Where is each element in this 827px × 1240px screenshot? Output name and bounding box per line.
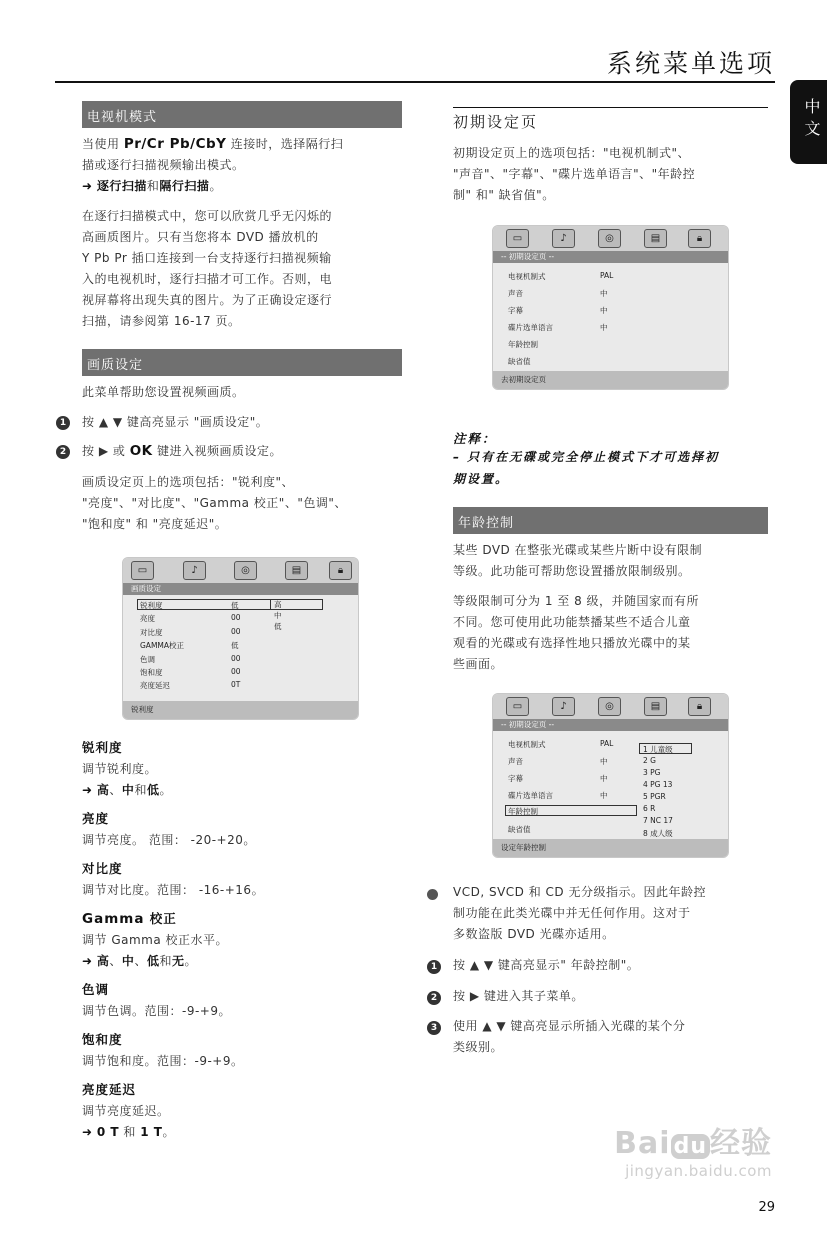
dolby-icon: ◎ (598, 229, 621, 248)
menu-row-label: 年龄控制 (508, 807, 538, 816)
audio-icon: ♪ (552, 229, 575, 248)
menu-row-label: 亮度 (140, 614, 155, 623)
menu-row-label: 电视机制式 (508, 272, 546, 281)
item-heading: 饱和度 (82, 1032, 123, 1047)
screen-title: -- 初期设定页 -- (493, 251, 728, 263)
menu-row-label: 饱和度 (140, 668, 163, 677)
tv-icon: ▭ (506, 229, 529, 248)
rating-level: 7 NC 17 (643, 816, 673, 825)
submenu-option: 高 (274, 600, 282, 609)
menu-row-label: 缺省值 (508, 825, 531, 834)
section-rule (453, 107, 768, 108)
picture-step-2: 按 ▶ 或 OK 键进入视频画质设定。 (82, 443, 282, 459)
picture-description: 画质设定页上的选项包括："锐利度"、 "亮度"、"对比度"、"Gamma 校正"、"色调"、 "饱和度" 和 "亮度延迟"。 (82, 475, 347, 531)
step-3-icon: 3 (427, 1021, 441, 1035)
lock-icon: 🔒︎ (688, 229, 711, 248)
step-1-icon: 1 (56, 416, 70, 430)
rating-level: 8 成人级 (643, 829, 673, 838)
menu-row-value: 中 (600, 306, 608, 315)
dolby-icon: ◎ (234, 561, 257, 580)
rating-level: 4 PG 13 (643, 780, 673, 789)
menu-row-label: 缺省值 (508, 357, 531, 366)
lock-icon: 🔒︎ (688, 697, 711, 716)
menu-row-value: 中 (600, 323, 608, 332)
menu-row-value: 中 (600, 289, 608, 298)
rating-level: 5 PGR (643, 792, 666, 801)
item-desc: 调节 Gamma 校正水平。 (82, 933, 229, 947)
menu-row-label: GAMMA校正 (140, 641, 185, 650)
parental-bullet-text: VCD, SVCD 和 CD 无分级指示。因此年龄控 制功能在此类光碟中并无任何作用。这对于 多数盗版 DVD 光碟亦适用。 (453, 885, 706, 941)
audio-icon: ♪ (552, 697, 575, 716)
note-text: – 只有在无碟或完全停止模式下才可选择初 期设置。 (453, 450, 720, 486)
screen-icon-bar (493, 226, 728, 251)
section-heading-tv-mode: 电视机模式 (82, 101, 402, 128)
rating-level: 3 PG (643, 768, 661, 777)
item-desc: 调节锐利度。 (82, 762, 158, 776)
audio-icon: ♪ (183, 561, 206, 580)
submenu-option: 低 (274, 622, 282, 631)
rating-level: 6 R (643, 804, 656, 813)
menu-row-label: 碟片选单语言 (508, 323, 553, 332)
menu-row-label: 碟片选单语言 (508, 791, 553, 800)
watermark-url: jingyan.baidu.com (625, 1162, 772, 1180)
screen-icon-bar (493, 694, 728, 719)
menu-row-value: 低 (231, 641, 239, 650)
arrow-icon: ➜ (82, 179, 93, 193)
page-number: 29 (758, 1200, 775, 1215)
tv-icon: ▭ (131, 561, 154, 580)
picture-items (82, 738, 412, 1143)
video-icon: ▤ (285, 561, 308, 580)
video-icon: ▤ (644, 229, 667, 248)
item-desc: 调节对比度。范围： -16-+16。 (82, 883, 265, 897)
screen-title: -- 初期设定页 -- (493, 719, 728, 731)
item-options: ➜ 高、中、低和无。 (82, 954, 198, 968)
menu-row-value: 中 (600, 774, 608, 783)
note-heading: 注释： (453, 431, 497, 446)
item-options: ➜ 高、中和低。 (82, 783, 172, 797)
menu-row-value: PAL (600, 271, 614, 280)
rating-level: 2 G (643, 756, 656, 765)
menu-row-label: 对比度 (140, 628, 163, 637)
screen-icon-bar (123, 558, 358, 583)
tv-mode-paragraph-2: 在逐行扫描模式中，您可以欣赏几乎无闪烁的 高画质图片。只有当您将本 DVD 播放机的 Y Pb Pr 插口连接到一台支持逐行扫描视频输 入的电视机时，逐行扫描才可工作。否则，电 视屏幕将出现失真的图片。为了正确设定逐行 扫描，请参阅第 16-17 页。 (82, 209, 333, 328)
parental-control-screen (492, 693, 729, 858)
dolby-icon: ◎ (598, 697, 621, 716)
item-heading: 锐利度 (82, 740, 123, 755)
screen-footer: 锐利度 (123, 701, 358, 719)
menu-row-value: PAL (600, 739, 614, 748)
picture-step-1: 按 ▲ ▼ 键高亮显示 "画质设定"。 (82, 415, 269, 429)
menu-row-value: 00 (231, 654, 241, 663)
rating-level: 1 儿童级 (643, 745, 673, 754)
tv-mode-paragraph-1: 当使用 Pr/Cr Pb/CbY 连接时，选择隔行扫 描或逐行扫描视频输出模式。 ➜ 逐行扫描和隔行扫描。 (82, 134, 402, 197)
page-title: 系统菜单选项 (606, 49, 775, 78)
menu-row-label: 年龄控制 (508, 340, 538, 349)
screen-footer: 去初期设定页 (493, 371, 728, 389)
step-2-icon: 2 (427, 991, 441, 1005)
menu-row-value: 中 (600, 757, 608, 766)
item-heading: 亮度 (82, 811, 110, 826)
parental-step-1: 按 ▲ ▼ 键高亮显示" 年龄控制"。 (453, 958, 640, 972)
tv-icon: ▭ (506, 697, 529, 716)
menu-row-label: 色调 (140, 655, 155, 664)
parental-paragraph-1: 某些 DVD 在整张光碟或某些片断中设有限制 等级。此功能可帮助您设置播放限制级别。 (453, 543, 703, 578)
item-desc: 调节亮度延迟。 (82, 1104, 170, 1118)
menu-row-label: 声音 (508, 289, 523, 298)
baidu-watermark (614, 1118, 772, 1180)
submenu-option: 中 (274, 611, 282, 620)
menu-row-value: 低 (231, 601, 239, 610)
menu-row-value: 00 (231, 667, 241, 676)
picture-settings-screen (122, 557, 359, 720)
menu-row-label: 电视机制式 (508, 740, 546, 749)
header-divider (55, 81, 775, 83)
paw-icon: du (671, 1134, 710, 1159)
step-1-icon: 1 (427, 960, 441, 974)
item-heading: 对比度 (82, 861, 123, 876)
language-tab[interactable] (790, 80, 827, 164)
picture-intro: 此菜单帮助您设置视频画质。 (82, 385, 245, 399)
parental-step-3: 使用 ▲ ▼ 键高亮显示所插入光碟的某个分 类级别。 (453, 1019, 686, 1054)
video-icon: ▤ (644, 697, 667, 716)
initial-settings-screen (492, 225, 729, 390)
parental-paragraph-2: 等级限制可分为 1 至 8 级，并随国家而有所 不同。您可使用此功能禁播某些不适合儿童 观看的光碟或有选择性地只播放光碟中的某 些画面。 (453, 594, 700, 671)
item-heading: 色调 (82, 982, 110, 997)
watermark-brand: Bai du 经验 (614, 1126, 772, 1161)
menu-row-label: 亮度延迟 (140, 681, 170, 690)
item-desc: 调节饱和度。范围：-9-+9。 (82, 1054, 244, 1068)
item-heading: Gamma 校正 (82, 911, 177, 927)
item-desc: 调节色调。范围：-9-+9。 (82, 1004, 231, 1018)
menu-row-value: 0T (231, 680, 241, 689)
lock-icon: 🔒︎ (329, 561, 352, 580)
bullet-icon (427, 889, 438, 900)
screen-footer: 设定年龄控制 (493, 839, 728, 857)
tv-mode-options: ➜ 逐行扫描和隔行扫描。 (82, 179, 222, 193)
step-2-icon: 2 (56, 445, 70, 459)
section-heading-initial: 初期设定页 (453, 113, 539, 131)
menu-row-value: 中 (600, 791, 608, 800)
menu-row-value: 00 (231, 627, 241, 636)
menu-row-label: 声音 (508, 757, 523, 766)
initial-description: 初期设定页上的选项包括："电视机制式"、 "声音"、"字幕"、"碟片选单语言"、"年龄控 制" 和" 缺省值"。 (453, 146, 696, 202)
language-tab-label: 中文 (802, 98, 821, 142)
item-options: ➜ 0 T 和 1 T。 (82, 1125, 175, 1139)
menu-row-label: 锐利度 (140, 601, 163, 610)
parental-step-2: 按 ▶ 键进入其子菜单。 (453, 989, 584, 1003)
section-heading-picture: 画质设定 (82, 349, 402, 376)
screen-title: 画质设定 (123, 583, 358, 595)
item-heading: 亮度延迟 (82, 1082, 137, 1097)
section-heading-parental: 年龄控制 (453, 507, 768, 534)
menu-row-value: 00 (231, 613, 241, 622)
menu-row-label: 字幕 (508, 306, 523, 315)
item-desc: 调节亮度。 范围： -20-+20。 (82, 833, 256, 847)
menu-row-label: 字幕 (508, 774, 523, 783)
